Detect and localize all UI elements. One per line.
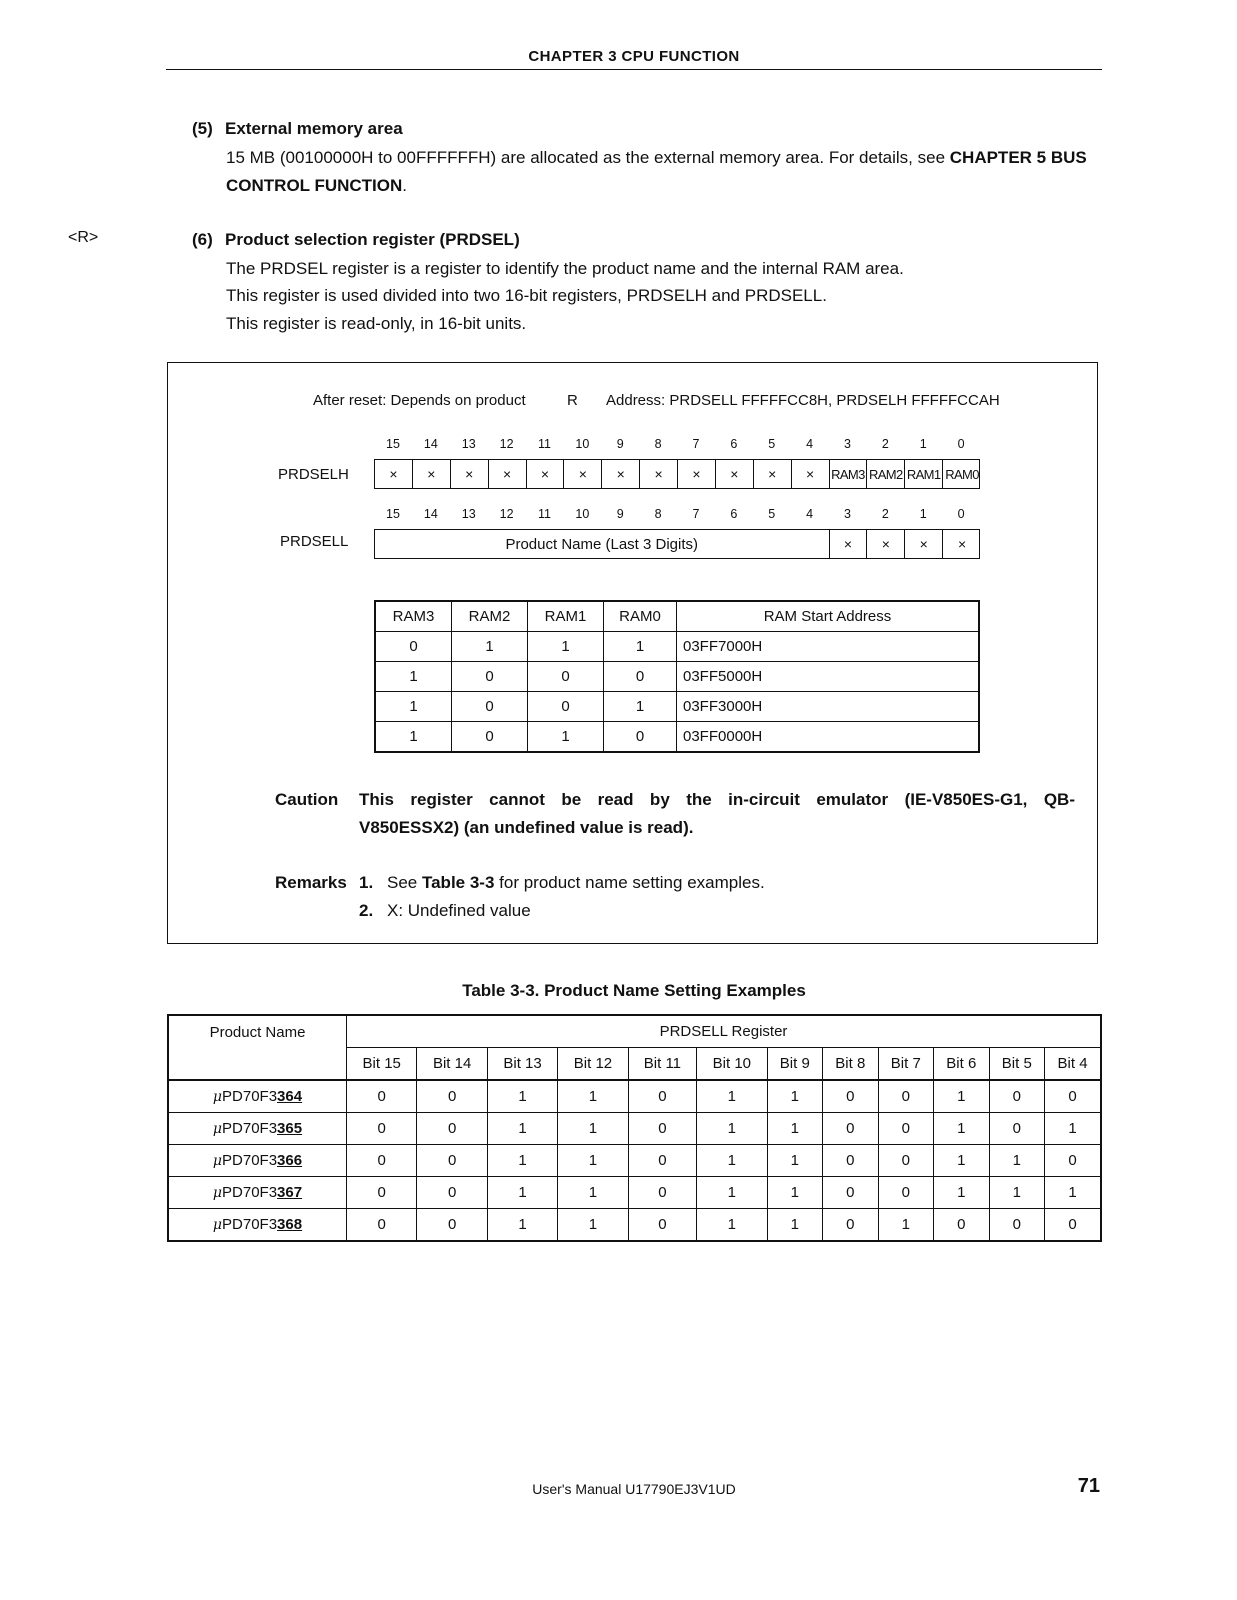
bit-value-cell: 1: [697, 1113, 767, 1145]
bit-value-cell: 0: [878, 1145, 934, 1177]
section-5-text: [226, 144, 1102, 200]
bit-number: 7: [692, 507, 700, 521]
bit-number: 14: [423, 437, 438, 451]
bit-number: 0: [957, 437, 965, 451]
bit-value-cell: 0: [823, 1113, 879, 1145]
bit-header: Bit 11: [628, 1048, 696, 1081]
micro-prefix: μ: [212, 1153, 223, 1169]
prdsell-register-header: PRDSELL Register: [347, 1015, 1102, 1048]
bit-value-cell: 0: [1045, 1209, 1101, 1242]
section-6-line-1: The PRDSEL register is a register to identify the product name and the internal RAM area.: [226, 259, 904, 278]
bit-header: Bit 12: [558, 1048, 628, 1081]
product-prefix: PD70F3: [222, 1184, 278, 1201]
bit-value-cell: 0: [878, 1113, 934, 1145]
bit-value-cell: 1: [697, 1177, 767, 1209]
bit-header: Bit 4: [1045, 1048, 1101, 1081]
bit-value-cell: 0: [417, 1080, 487, 1113]
remark-1-text-b: for product name setting examples.: [494, 873, 765, 892]
product-prefix: PD70F3: [222, 1088, 278, 1105]
bit-value-cell: 1: [558, 1080, 628, 1113]
micro-prefix: μ: [212, 1217, 223, 1233]
table-cell: 03FF0000H: [677, 722, 980, 753]
address-text: Address: PRDSELL FFFFFCC8H, PRDSELH FFFFFCCAH: [606, 392, 1000, 409]
remark-2-text: X: Undefined value: [387, 901, 531, 920]
table-row: [168, 1080, 1101, 1113]
bit-value-cell: 0: [1045, 1080, 1101, 1113]
bit-value-cell: 0: [934, 1209, 990, 1242]
prdselh-label: PRDSELH: [278, 466, 349, 483]
section-5-title: External memory area: [225, 119, 403, 138]
product-suffix: 366: [277, 1152, 303, 1169]
prdsell-label: PRDSELL: [280, 533, 349, 550]
prdselh-bit-15: ×: [375, 460, 413, 488]
bit-value-cell: 1: [934, 1113, 990, 1145]
table-cell: 1: [452, 632, 528, 662]
table-cell: 0: [452, 692, 528, 722]
bit-value-cell: 1: [767, 1177, 823, 1209]
caution-line-2: V850ESSX2) (an undefined value is read).: [359, 818, 694, 837]
bit-number: 1: [919, 437, 927, 451]
bit-value-cell: 0: [989, 1113, 1045, 1145]
bit-number: 0: [957, 507, 965, 521]
bit-number: 1: [919, 507, 927, 521]
bit-value-cell: 0: [823, 1209, 879, 1242]
prdselh-bit-11: ×: [527, 460, 565, 488]
bit-value-cell: 0: [823, 1177, 879, 1209]
table-row: [168, 1145, 1101, 1177]
bit-number: 8: [654, 507, 662, 521]
micro-prefix: μ: [212, 1185, 223, 1201]
bit-number: 13: [461, 507, 476, 521]
bit-header: Bit 15: [347, 1048, 417, 1081]
bit-value-cell: 1: [697, 1080, 767, 1113]
bit-value-cell: 1: [767, 1145, 823, 1177]
bit-number: 5: [768, 507, 776, 521]
prdselh-bit-12: ×: [489, 460, 527, 488]
table-cell: 03FF5000H: [677, 662, 980, 692]
table-row: [168, 1209, 1101, 1242]
table-cell: 1: [375, 692, 452, 722]
bit-header: Bit 10: [697, 1048, 767, 1081]
product-table-body: [168, 1080, 1101, 1241]
prdselh-bit-6: ×: [716, 460, 754, 488]
bit-value-cell: 1: [934, 1145, 990, 1177]
table-cell: 0: [604, 722, 677, 753]
bit-header: Bit 13: [487, 1048, 557, 1081]
ram-table-header: RAM2: [452, 601, 528, 632]
bit-number: 4: [806, 437, 814, 451]
prdselh-bit-ram2: RAM2: [867, 460, 905, 488]
table-cell: 0: [528, 692, 604, 722]
bit-number: 15: [386, 507, 400, 521]
product-name-table: [167, 1014, 1102, 1242]
bit-value-cell: 1: [767, 1113, 823, 1145]
bit-value-cell: 0: [823, 1145, 879, 1177]
bit-number: 12: [499, 437, 514, 451]
bit-number: 12: [499, 507, 514, 521]
prdsell-bit-2: ×: [867, 530, 905, 558]
prdselh-bit-14: ×: [413, 460, 451, 488]
bit-value-cell: 1: [558, 1177, 628, 1209]
bit-number: 2: [881, 507, 889, 521]
prdsell-bit-3: ×: [830, 530, 868, 558]
product-table-header-row: [168, 1015, 1101, 1048]
chapter-header: CHAPTER 3 CPU FUNCTION: [528, 48, 740, 65]
product-name-field: Product Name (Last 3 Digits): [375, 530, 830, 558]
ram-table-header: RAM0: [604, 601, 677, 632]
section-6-heading: [192, 230, 520, 250]
section-6-number: (6): [192, 230, 213, 249]
bit-value-cell: 1: [487, 1209, 557, 1242]
product-name-header: Product Name: [168, 1015, 347, 1080]
section-6-title: Product selection register (PRDSEL): [225, 230, 520, 249]
micro-prefix: μ: [212, 1121, 223, 1137]
caution-label: Caution: [275, 790, 339, 809]
bit-number: 3: [844, 437, 851, 451]
bit-value-cell: 0: [628, 1080, 696, 1113]
bit-value-cell: 1: [1045, 1177, 1101, 1209]
section-6-line-2: This register is used divided into two 16-bit registers, PRDSELH and PRDSELL.: [226, 286, 827, 305]
bit-value-cell: 0: [417, 1145, 487, 1177]
prdselh-bit-7: ×: [678, 460, 716, 488]
bit-value-cell: 1: [878, 1209, 934, 1242]
prdselh-bit-8: ×: [640, 460, 678, 488]
bit-number: 11: [538, 507, 551, 521]
bit-number: 5: [768, 437, 776, 451]
table-cell: 1: [528, 632, 604, 662]
remark-2-number: 2.: [359, 901, 374, 920]
table-row: [168, 1113, 1101, 1145]
ram-start-address-table: [374, 600, 980, 753]
prdselh-register: [374, 459, 980, 489]
bit-value-cell: 0: [989, 1209, 1045, 1242]
remark-1-number: 1.: [359, 873, 374, 892]
caution-line-1: This register cannot be read by the in-circuit emulator (IE-V850ES-G1, QB-: [359, 790, 1075, 809]
bit-value-cell: 0: [628, 1209, 696, 1242]
table-cell: 0: [375, 632, 452, 662]
bit-value-cell: 1: [558, 1113, 628, 1145]
table-cell: 1: [375, 722, 452, 753]
bit-number: 6: [730, 507, 738, 521]
bit-value-cell: 0: [417, 1113, 487, 1145]
prdselh-bit-ram1: RAM1: [905, 460, 943, 488]
prdselh-bit-9: ×: [602, 460, 640, 488]
bit-value-cell: 1: [487, 1113, 557, 1145]
bit-value-cell: 1: [934, 1080, 990, 1113]
prdsell-register: [374, 529, 980, 559]
bit-value-cell: 1: [487, 1145, 557, 1177]
bit-value-cell: 0: [628, 1113, 696, 1145]
product-suffix: 365: [277, 1120, 303, 1137]
bit-value-cell: 1: [697, 1209, 767, 1242]
bit-value-cell: 1: [1045, 1113, 1101, 1145]
table-row: [168, 1177, 1101, 1209]
table-cell: 1: [375, 662, 452, 692]
bit-value-cell: 0: [823, 1080, 879, 1113]
remark-1-text-a: See: [387, 873, 422, 892]
bit-value-cell: 1: [989, 1177, 1045, 1209]
product-name-cell: [168, 1145, 347, 1177]
table-cell: 0: [452, 662, 528, 692]
section-5-heading: [192, 119, 403, 139]
bit-value-cell: 1: [767, 1209, 823, 1242]
bit-number: 14: [423, 507, 438, 521]
table-cell: 0: [452, 722, 528, 753]
bit-value-cell: 0: [347, 1177, 417, 1209]
bit-header: Bit 7: [878, 1048, 934, 1081]
bit-value-cell: 0: [628, 1177, 696, 1209]
after-reset-text: After reset: Depends on product: [313, 392, 526, 409]
table-cell: 1: [604, 692, 677, 722]
bit-number: 2: [881, 437, 889, 451]
prdselh-bit-13: ×: [451, 460, 489, 488]
product-prefix: PD70F3: [222, 1120, 278, 1137]
table-cell: 03FF7000H: [677, 632, 980, 662]
bit-number: 10: [575, 507, 590, 521]
section-5-text-end: .: [402, 176, 408, 195]
bit-value-cell: 1: [558, 1145, 628, 1177]
bit-value-cell: 0: [417, 1209, 487, 1242]
bit-header: Bit 5: [989, 1048, 1045, 1081]
bit-value-cell: 0: [989, 1080, 1045, 1113]
bit-number: 9: [616, 507, 624, 521]
revision-marker: <R>: [68, 229, 99, 246]
bit-value-cell: 1: [934, 1177, 990, 1209]
table-row: [375, 662, 979, 692]
bit-number: 15: [386, 437, 400, 451]
prdselh-bit-5: ×: [754, 460, 792, 488]
bit-number: 11: [538, 437, 551, 451]
ram-table-header: RAM3: [375, 601, 452, 632]
table-row: [375, 632, 979, 662]
remarks-label: Remarks: [275, 873, 347, 892]
bit-number: 8: [654, 437, 662, 451]
table-cell: 1: [604, 632, 677, 662]
bit-value-cell: 0: [347, 1209, 417, 1242]
table-cell: 03FF3000H: [677, 692, 980, 722]
bit-header: Bit 14: [417, 1048, 487, 1081]
bit-value-cell: 0: [878, 1177, 934, 1209]
bit-number: 3: [844, 507, 851, 521]
product-name-cell: [168, 1177, 347, 1209]
prdselh-bit-4: ×: [792, 460, 830, 488]
product-name-cell: [168, 1209, 347, 1242]
table-row: [375, 722, 979, 753]
header-rule: [166, 69, 1102, 70]
bit-value-cell: 1: [558, 1209, 628, 1242]
product-name-cell: [168, 1113, 347, 1145]
bit-number: 4: [806, 507, 814, 521]
product-suffix: 364: [277, 1088, 303, 1105]
bit-header: Bit 8: [823, 1048, 879, 1081]
bit-value-cell: 1: [487, 1177, 557, 1209]
bit-value-cell: 0: [1045, 1145, 1101, 1177]
bit-value-cell: 0: [878, 1080, 934, 1113]
bit-value-cell: 0: [347, 1145, 417, 1177]
bit-number: 7: [692, 437, 700, 451]
bit-header: Bit 9: [767, 1048, 823, 1081]
access-text: R: [567, 392, 578, 409]
table-cell: 0: [528, 662, 604, 692]
product-suffix: 367: [277, 1184, 303, 1201]
bit-value-cell: 1: [989, 1145, 1045, 1177]
bit-value-cell: 0: [347, 1080, 417, 1113]
bit-value-cell: 1: [487, 1080, 557, 1113]
bit-number: 13: [461, 437, 476, 451]
bit-value-cell: 0: [628, 1145, 696, 1177]
section-6-line-3: This register is read-only, in 16-bit units.: [226, 314, 527, 333]
bit-value-cell: 1: [697, 1145, 767, 1177]
prdselh-bit-10: ×: [564, 460, 602, 488]
section-5-number: (5): [192, 119, 213, 138]
product-prefix: PD70F3: [222, 1216, 278, 1233]
chapter-5-reference: CHAPTER 5 BUS CONTROL FUNCTION: [226, 148, 1087, 195]
footer-manual-id: User's Manual U17790EJ3V1UD: [532, 1481, 736, 1497]
bit-value-cell: 0: [417, 1177, 487, 1209]
prdselh-bit-ram3: RAM3: [830, 460, 868, 488]
ram-table-header-row: [375, 601, 979, 632]
table-3-3-title: Table 3-3. Product Name Setting Examples: [462, 981, 806, 1000]
bit-number: 10: [575, 437, 590, 451]
table-row: [375, 692, 979, 722]
prdsell-bit-0: ×: [957, 536, 967, 552]
product-suffix: 368: [277, 1216, 303, 1233]
micro-prefix: μ: [212, 1089, 223, 1105]
bit-value-cell: 1: [767, 1080, 823, 1113]
section-5-text-a: 15 MB (00100000H to 00FFFFFFH) are allocated as the external memory area. For details, see: [226, 148, 950, 167]
page-number: 71: [1077, 1475, 1100, 1497]
ram-table-header: RAM Start Address: [677, 601, 980, 632]
table-3-3-reference: Table 3-3: [421, 873, 495, 892]
bit-number: 6: [730, 437, 738, 451]
product-prefix: PD70F3: [222, 1152, 278, 1169]
bit-value-cell: 0: [347, 1113, 417, 1145]
prdsell-bit-1: ×: [905, 530, 943, 558]
bit-number: 9: [616, 437, 624, 451]
table-cell: 0: [604, 662, 677, 692]
table-cell: 1: [528, 722, 604, 753]
bit-header: Bit 6: [934, 1048, 990, 1081]
ram-table-header: RAM1: [528, 601, 604, 632]
prdselh-bit-ram0: RAM0: [945, 466, 979, 482]
product-name-cell: [168, 1080, 347, 1113]
